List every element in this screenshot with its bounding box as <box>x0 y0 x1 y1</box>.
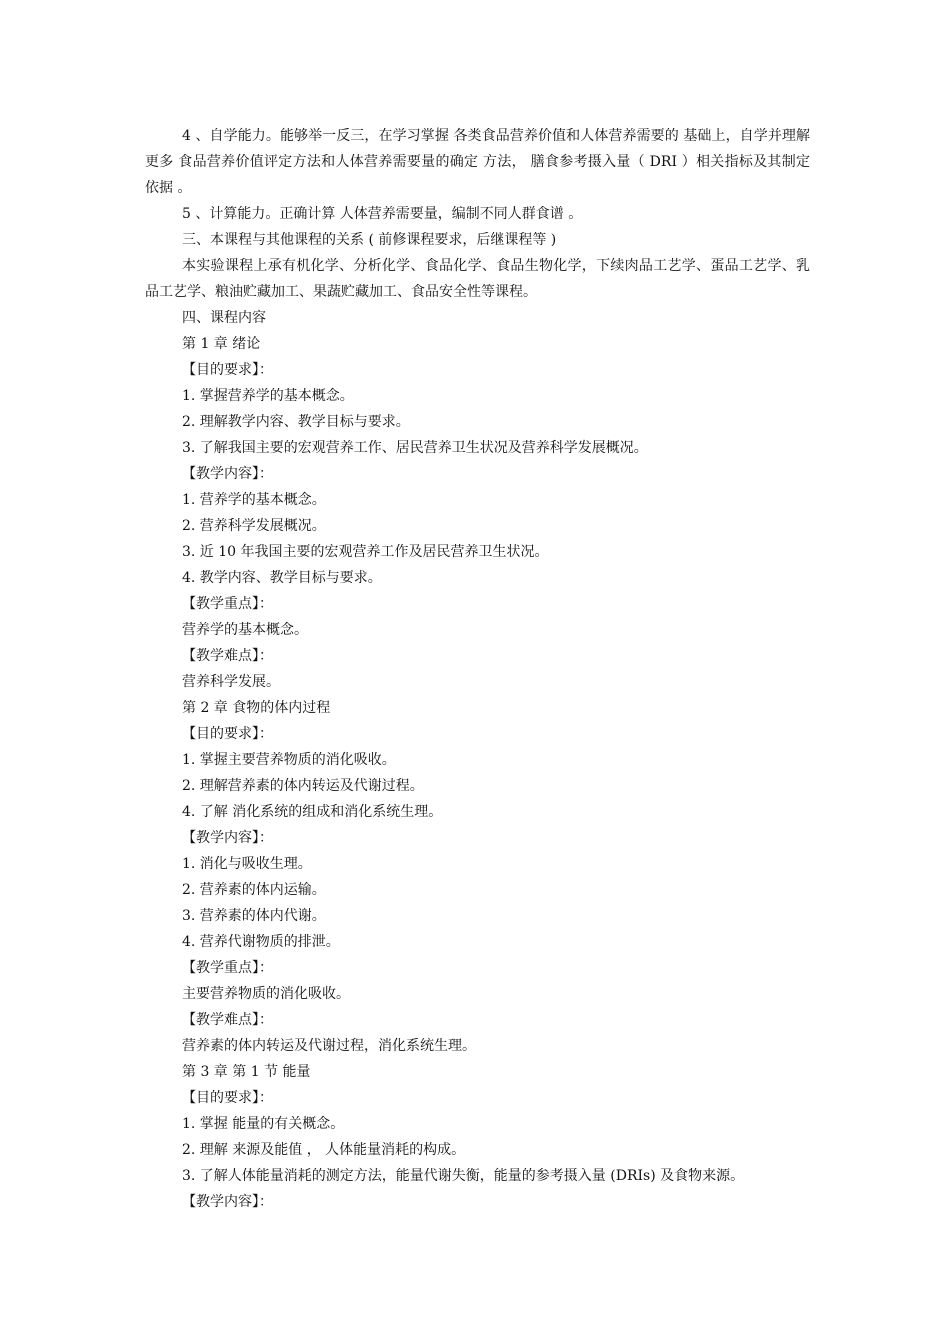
content-line: 第 3 章 第 1 节 能量 <box>182 1064 311 1080</box>
course-content-lines <box>145 331 810 1215</box>
content-line: 营养科学发展。 <box>182 674 280 690</box>
content-line: 3. 营养素的体内代谢。 <box>182 908 326 924</box>
content-line: 【目的要求】： <box>182 726 273 742</box>
self-study-ability-paragraph: 4 、自学能力。能够举一反三，在学习掌握 各类食品营养价值和人体营养需要的 基础上，自学并理解更多 食品营养价值评定方法和人体营养需要量的确定 方法， 膳食参考摄入量（ DRI ）相关指标及其制定依据 。 <box>145 128 810 196</box>
content-line: 【教学内容】： <box>182 466 273 482</box>
calculation-ability-paragraph: 5 、计算能力。正确计算 人体营养需要量，编制不同人群食谱 。 <box>182 206 583 222</box>
content-line: 2. 营养素的体内运输。 <box>182 882 326 898</box>
content-line: 2. 理解营养素的体内转运及代谢过程。 <box>182 778 424 794</box>
content-line: 1. 掌握营养学的基本概念。 <box>182 388 354 404</box>
content-line: 2. 理解 来源及能值 ， 人体能量消耗的构成。 <box>182 1142 466 1158</box>
content-line: 2. 理解教学内容、教学目标与要求。 <box>182 414 410 430</box>
section-3-body: 本实验课程上承有机化学、分析化学、食品化学、食品生物化学，下续肉品工艺学、蛋品工艺学、乳品工艺学、粮油贮藏加工、果蔬贮藏加工、食品安全性等课程。 <box>145 258 810 300</box>
content-line: 1. 消化与吸收生理。 <box>182 856 312 872</box>
section-3-heading: 三、本课程与其他课程的关系 ( 前修课程要求，后继课程等 ) <box>182 232 557 248</box>
content-line: 4. 教学内容、教学目标与要求。 <box>182 570 382 586</box>
content-line: 3. 了解我国主要的宏观营养工作、居民营养卫生状况及营养科学发展概况。 <box>182 440 648 456</box>
content-line: 3. 了解人体能量消耗的测定方法，能量代谢失衡，能量的参考摄入量 (DRIs) 及食物来源。 <box>182 1168 745 1184</box>
content-line: 1. 营养学的基本概念。 <box>182 492 326 508</box>
content-line: 【教学重点】： <box>182 960 273 976</box>
content-line: 【教学难点】： <box>182 1012 273 1028</box>
content-line: 4. 营养代谢物质的排泄。 <box>182 934 340 950</box>
document-body <box>145 123 810 1215</box>
content-line: 【目的要求】： <box>182 1090 273 1106</box>
content-line: 【目的要求】： <box>182 362 273 378</box>
content-line: 【教学内容】： <box>182 830 273 846</box>
content-line: 1. 掌握 能量的有关概念。 <box>182 1116 345 1132</box>
content-line: 1. 掌握主要营养物质的消化吸收。 <box>182 752 396 768</box>
content-line: 3. 近 10 年我国主要的宏观营养工作及居民营养卫生状况。 <box>182 544 549 560</box>
content-line: 营养学的基本概念。 <box>182 622 308 638</box>
content-line: 第 2 章 食物的体内过程 <box>182 700 331 716</box>
content-line: 【教学难点】： <box>182 648 273 664</box>
content-line: 第 1 章 绪论 <box>182 336 261 352</box>
content-line: 2. 营养科学发展概况。 <box>182 518 326 534</box>
section-4-heading: 四、课程内容 <box>182 310 266 326</box>
content-line: 4. 了解 消化系统的组成和消化系统生理。 <box>182 804 443 820</box>
content-line: 营养素的体内转运及代谢过程，消化系统生理。 <box>182 1038 476 1054</box>
content-line: 【教学重点】： <box>182 596 273 612</box>
content-line: 主要营养物质的消化吸收。 <box>182 986 350 1002</box>
content-line: 【教学内容】： <box>182 1194 273 1210</box>
